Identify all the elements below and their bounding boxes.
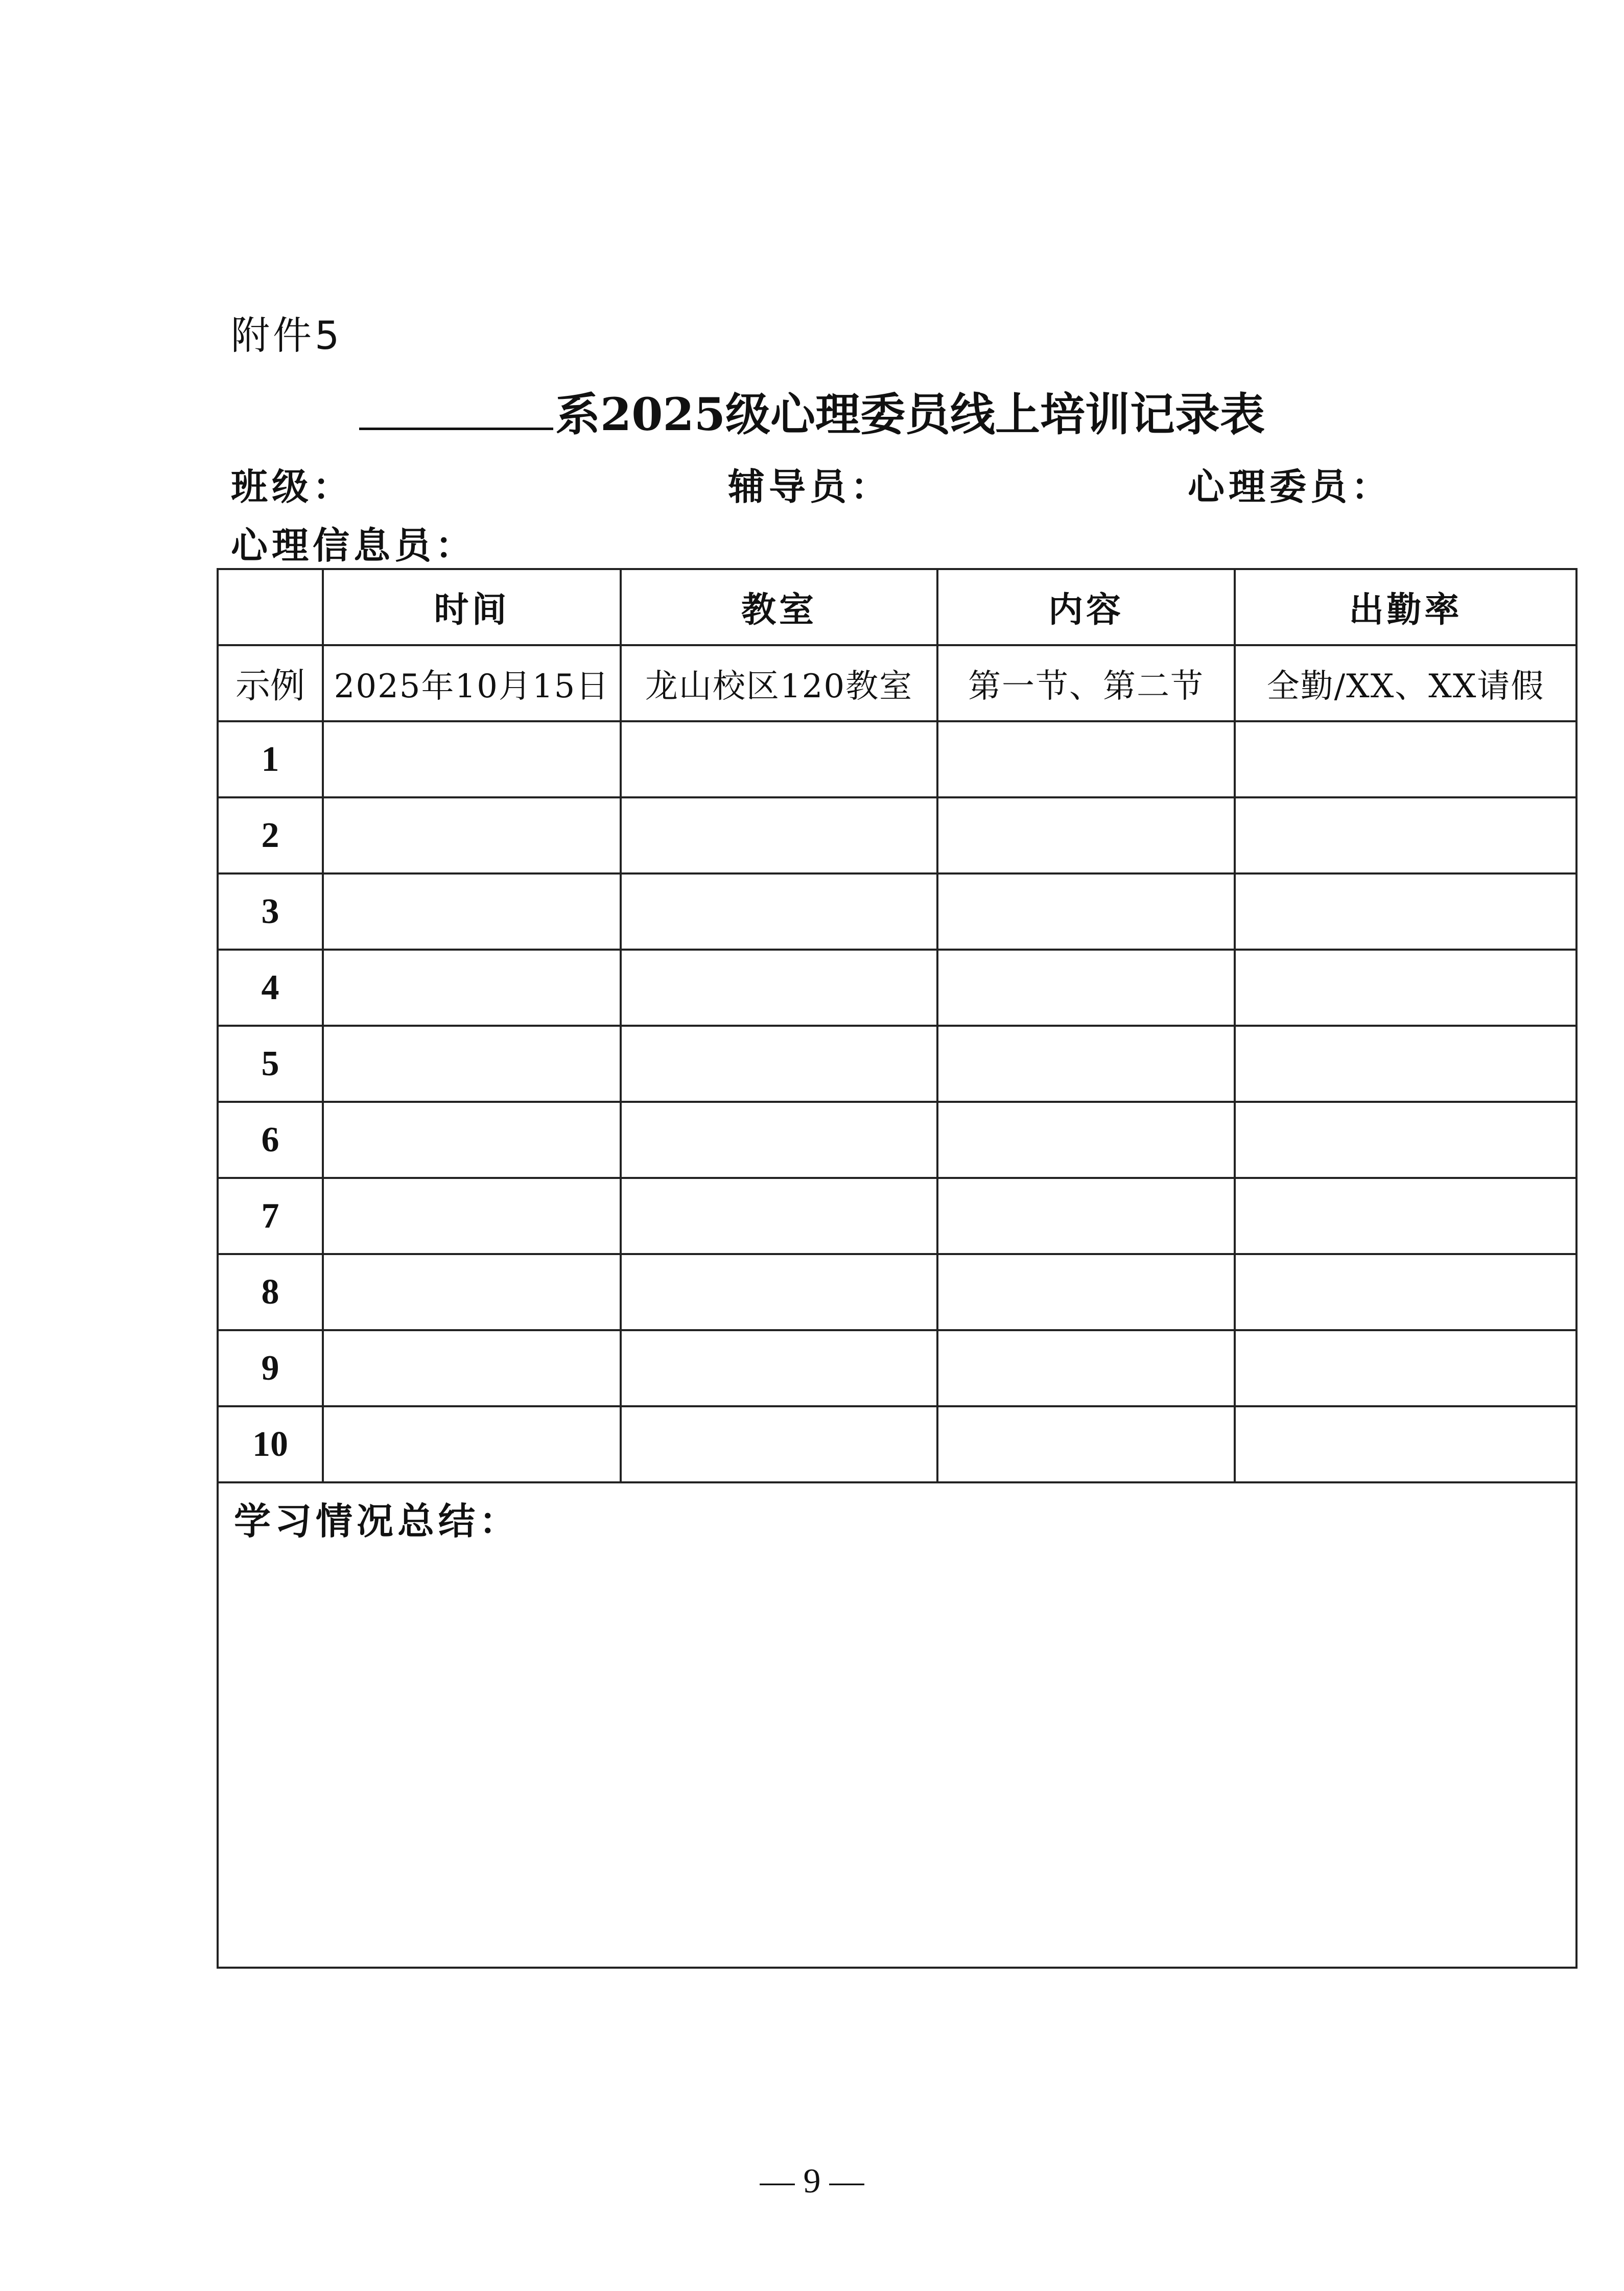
attendance-cell[interactable] [1235, 1178, 1576, 1254]
room-cell[interactable] [621, 1406, 937, 1482]
example-time: 2025年10月15日 [323, 645, 621, 721]
example-attendance: 全勤/XX、XX请假 [1235, 645, 1576, 721]
time-cell[interactable] [323, 950, 621, 1026]
table-row [218, 1178, 1576, 1254]
content-cell[interactable] [937, 797, 1235, 873]
row-number: 3 [218, 873, 323, 950]
room-cell[interactable] [621, 950, 937, 1026]
example-row [218, 645, 1576, 721]
content-cell[interactable] [937, 1102, 1235, 1178]
room-cell[interactable] [621, 1102, 937, 1178]
time-cell[interactable] [323, 1330, 621, 1406]
page-number: — 9 — [760, 2161, 864, 2200]
class-label: 班级： [231, 465, 354, 508]
row-number: 9 [218, 1330, 323, 1406]
psych-info-label: 心理信息员： [231, 524, 477, 567]
row-number: 8 [218, 1254, 323, 1330]
psych-committee-label: 心理委员： [1188, 465, 1393, 508]
time-cell[interactable] [323, 1102, 621, 1178]
time-cell[interactable] [323, 873, 621, 950]
attendance-cell[interactable] [1235, 1254, 1576, 1330]
content-cell[interactable] [937, 721, 1235, 797]
header-cell-content: 内容 [937, 569, 1235, 645]
header-cell-attendance: 出勤率 [1235, 569, 1576, 645]
attendance-cell[interactable] [1235, 950, 1576, 1026]
room-cell[interactable] [621, 797, 937, 873]
content-cell[interactable] [937, 1406, 1235, 1482]
attendance-cell[interactable] [1235, 721, 1576, 797]
row-number: 5 [218, 1026, 323, 1102]
row-number: 2 [218, 797, 323, 873]
room-cell[interactable] [621, 873, 937, 950]
attendance-cell[interactable] [1235, 1330, 1576, 1406]
example-label: 示例 [218, 645, 323, 721]
time-cell[interactable] [323, 1178, 621, 1254]
time-cell[interactable] [323, 1406, 621, 1482]
table-row [218, 1406, 1576, 1482]
room-cell[interactable] [621, 1178, 937, 1254]
time-cell[interactable] [323, 1254, 621, 1330]
content-cell[interactable] [937, 1178, 1235, 1254]
time-cell[interactable] [323, 721, 621, 797]
header-cell-index [218, 569, 323, 645]
attendance-cell[interactable] [1235, 873, 1576, 950]
content-cell[interactable] [937, 1330, 1235, 1406]
table-row [218, 721, 1576, 797]
department-blank-line[interactable] [359, 386, 553, 430]
attendance-cell[interactable] [1235, 1102, 1576, 1178]
summary-row [218, 1482, 1576, 1968]
table-row [218, 950, 1576, 1026]
room-cell[interactable] [621, 1254, 937, 1330]
table-row [218, 1026, 1576, 1102]
example-room: 龙山校区120教室 [621, 645, 937, 721]
table-row [218, 873, 1576, 950]
attachment-label: 附件5 [231, 313, 343, 358]
time-cell[interactable] [323, 797, 621, 873]
header-cell-time: 时间 [323, 569, 621, 645]
summary-label: 学习情况总结： [234, 1500, 521, 1543]
row-number: 10 [218, 1406, 323, 1482]
content-cell[interactable] [937, 873, 1235, 950]
summary-cell[interactable] [218, 1482, 1576, 1968]
row-number: 1 [218, 721, 323, 797]
room-cell[interactable] [621, 1026, 937, 1102]
room-cell[interactable] [621, 721, 937, 797]
table-row [218, 1102, 1576, 1178]
content-cell[interactable] [937, 1026, 1235, 1102]
attendance-cell[interactable] [1235, 1406, 1576, 1482]
header-row [218, 569, 1576, 645]
room-cell[interactable] [621, 1330, 937, 1406]
header-cell-room: 教室 [621, 569, 937, 645]
example-content: 第一节、第二节 [937, 645, 1235, 721]
counselor-label: 辅导员： [728, 465, 892, 508]
table-row [218, 1330, 1576, 1406]
attendance-cell[interactable] [1235, 797, 1576, 873]
row-number: 6 [218, 1102, 323, 1178]
attendance-cell[interactable] [1235, 1026, 1576, 1102]
row-number: 7 [218, 1178, 323, 1254]
content-cell[interactable] [937, 1254, 1235, 1330]
row-number: 4 [218, 950, 323, 1026]
table-row [218, 1254, 1576, 1330]
content-cell[interactable] [937, 950, 1235, 1026]
time-cell[interactable] [323, 1026, 621, 1102]
form-title-text: 系2025级心理委员线上培训记录表 [555, 388, 1265, 441]
form-title [0, 379, 1624, 443]
table-row [218, 797, 1576, 873]
training-record-table [217, 568, 1578, 1969]
